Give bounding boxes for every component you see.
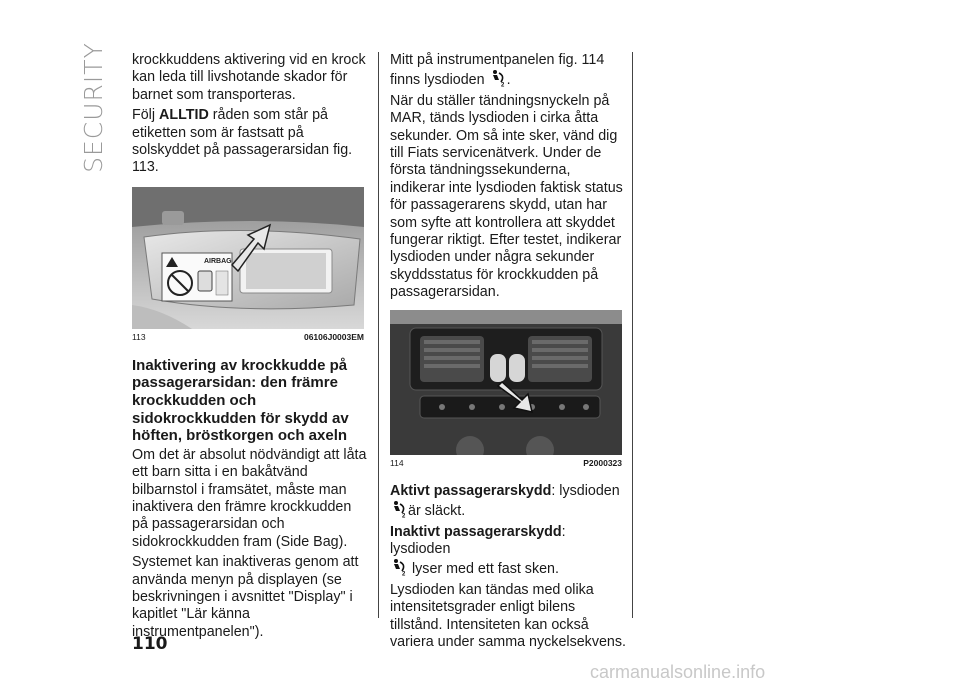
figure-number: 113 <box>132 331 146 342</box>
svg-text:2: 2 <box>402 571 406 577</box>
sun-visor-illustration <box>132 187 364 329</box>
figure-caption <box>390 457 626 469</box>
emphasis: Inaktivt passagerarskydd <box>390 523 562 540</box>
column-divider <box>378 52 379 618</box>
paragraph: Systemet kan inaktiveras genom att använda menyn på displayen (se beskrivningen i avsnittet "Display" i kapitlet "Lär känna instrumentpanelen"). <box>132 554 359 640</box>
figure-caption <box>132 331 368 343</box>
figure-code: 06106J0003EM <box>303 331 364 342</box>
paragraph: krockkuddens aktivering vid en krock kan leda till livshotande skador för barnet som transporteras. <box>132 52 366 103</box>
page-number: 110 <box>132 634 168 654</box>
paragraph: Lysdioden kan tändas med olika intensitetsgrader enligt bilens tillstånd. Intensiteten kan också variera under samma nyckelsekvens. <box>390 581 626 650</box>
figure-code: P2000323 <box>583 457 622 468</box>
airbag-label-text: AIRBAG <box>204 257 232 265</box>
dashboard-illustration <box>390 310 622 455</box>
emphasis: Aktivt passagerarskydd <box>390 482 552 499</box>
figure-number: 114 <box>390 457 404 468</box>
column-divider-right <box>632 52 633 618</box>
watermark: carmanualsonline.info <box>590 662 766 682</box>
section-tab <box>78 42 108 173</box>
svg-text:2: 2 <box>402 513 406 519</box>
figure-114-dashboard <box>390 310 622 455</box>
paragraph: Aktivt passagerarskydd: lysdioden 2 är släckt. <box>390 482 620 520</box>
paragraph: När du ställer tändningsnyckeln på MAR, tänds lysdioden i cirka åtta sekunder. Om så inte sker, vänd dig till Fiats servicenätverk. Under de första tändningssekunderna, indikerar inte lysdioden faktisk status för passagerarens skydd, utan har som syfte att kontrollera att skyddet fungerar riktigt. Efter testet, indikerar lysdioden under några sekunder skyddsstatus för krockkudden på passagerarsidan. <box>390 92 623 301</box>
section-tab-label: SECURITY <box>78 42 108 173</box>
passenger-airbag-off-icon <box>489 69 507 87</box>
paragraph: Om det är absolut nödvändigt att låta ett barn sitta i en bakåtvänd bilbarnstol i framsätet, måste man inaktivera den främre krockkudden på passagerarsidan och sidokrockkudden fram (Side Bag). <box>132 446 367 550</box>
paragraph: Mitt på instrumentpanelen fig. 114 finns lysdioden 2 . <box>390 52 605 89</box>
left-column <box>132 52 368 644</box>
paragraph: Följ ALLTID råden som står på etiketten som är fastsatt på solskyddet på passagerarsidan fig. 113. <box>132 107 353 176</box>
paragraph: Inaktivt passagerarskydd: lysdioden 2 lyser med ett fast sken. <box>390 523 566 578</box>
emphasis: ALLTID <box>159 107 209 124</box>
section-heading: Inaktivering av krockkudde på passagerarsidan: den främre krockkudden och sidokrockkudden för skydd av höften, bröstkorgen och axeln <box>132 356 349 445</box>
passenger-airbag-off-icon <box>390 500 408 518</box>
svg-text:2: 2 <box>500 82 504 88</box>
figure-113-sun-visor <box>132 187 364 329</box>
passenger-airbag-off-icon <box>390 558 408 576</box>
right-column <box>390 52 626 654</box>
